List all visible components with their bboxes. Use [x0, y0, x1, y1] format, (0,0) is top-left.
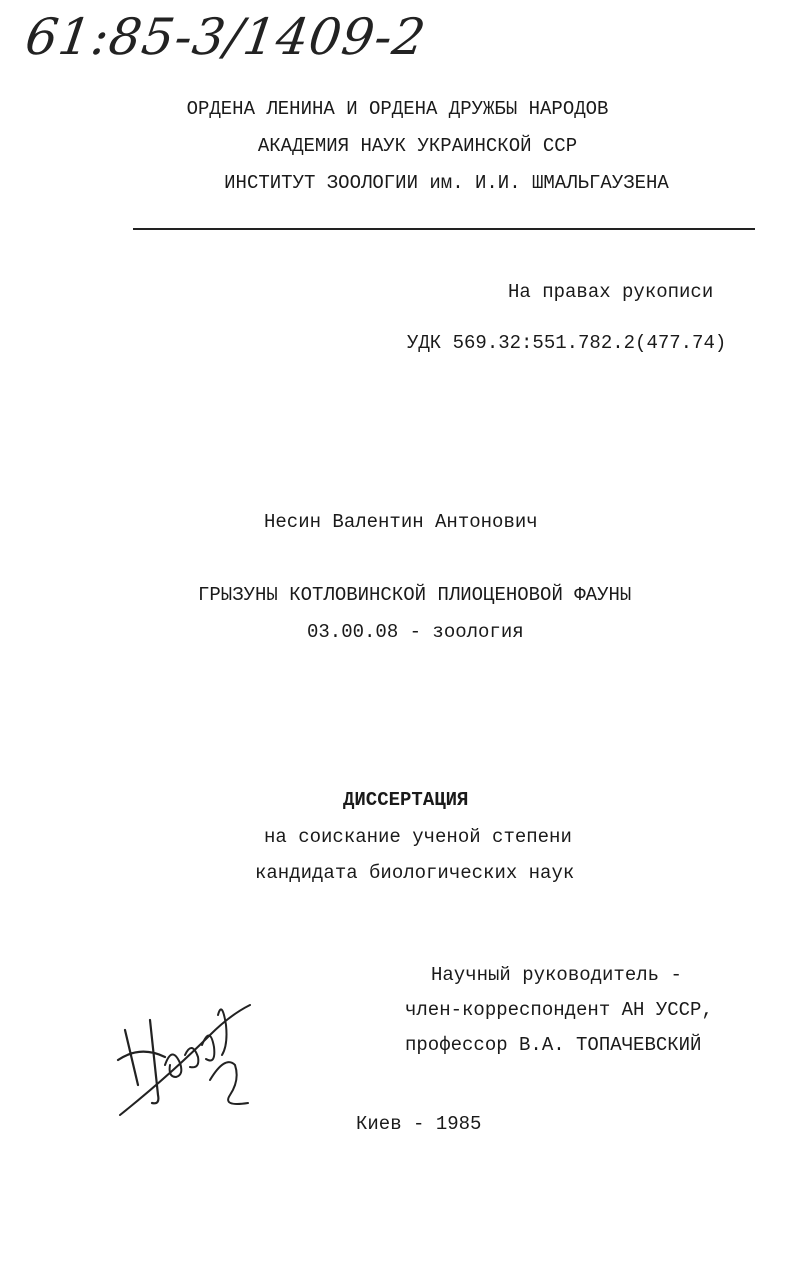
thesis-degree-line-2: кандидата биологических наук [255, 862, 575, 884]
thesis-degree-line-1: на соискание ученой степени [264, 826, 572, 848]
udk-code: УДК 569.32:551.782.2(477.74) [407, 332, 727, 354]
thesis-label: ДИССЕРТАЦИЯ [343, 789, 469, 811]
supervisor-line-1: Научный руководитель - [431, 964, 682, 986]
handwritten-signature [110, 985, 260, 1125]
header-line-1: ОРДЕНА ЛЕНИНА И ОРДЕНА ДРУЖБЫ НАРОДОВ [186, 98, 609, 120]
thesis-title: ГРЫЗУНЫ КОТЛОВИНСКОЙ ПЛИОЦЕНОВОЙ ФАУНЫ [198, 584, 632, 606]
archive-mark: 61:85-3/1409-2 [21, 8, 430, 66]
supervisor-line-3: профессор В.А. ТОПАЧЕВСКИЙ [405, 1034, 702, 1056]
supervisor-line-2: член-корреспондент АН УССР, [405, 999, 713, 1021]
place-year: Киев - 1985 [356, 1113, 482, 1135]
rights-notice: На правах рукописи [508, 281, 714, 303]
header-line-3: ИНСТИТУТ ЗООЛОГИИ им. И.И. ШМАЛЬГАУЗЕНА [224, 172, 669, 194]
specialty: 03.00.08 - зоология [307, 621, 524, 643]
author-name: Несин Валентин Антонович [264, 511, 538, 533]
header-divider [133, 228, 755, 230]
header-line-2: АКАДЕМИЯ НАУК УКРАИНСКОЙ ССР [257, 135, 578, 157]
